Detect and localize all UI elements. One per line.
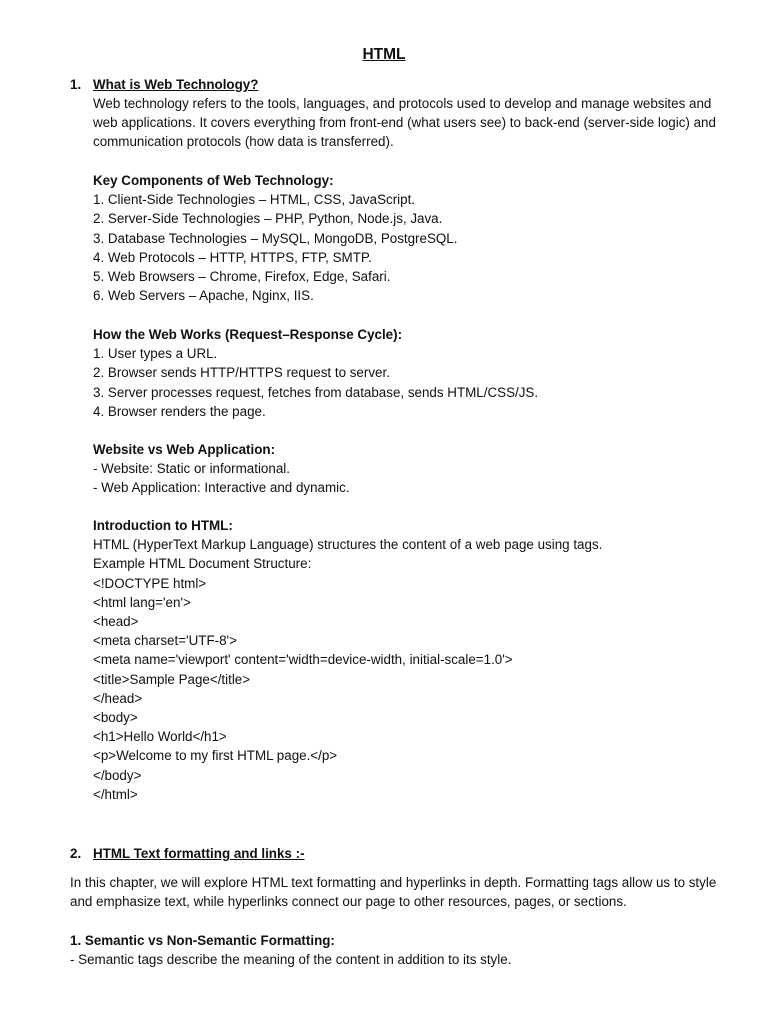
list-item: 4. Web Protocols – HTTP, HTTPS, FTP, SMTP. [93, 249, 372, 265]
section-2-intro-text: In this chapter, we will explore HTML text formatting and hyperlinks in depth. Formatting tags allow us to style and emphasize text, while hyperlinks connect our page to other resources, pages, or sections. [70, 875, 717, 910]
code-line: <p>Welcome to my first HTML page.</p> [93, 748, 338, 764]
list-item: 2. Browser sends HTTP/HTTPS request to server. [93, 365, 390, 381]
semantic-formatting-heading: 1. Semantic vs Non-Semantic Formatting: [70, 933, 335, 948]
list-item: 1. User types a URL. [93, 346, 218, 362]
section-1-intro [93, 94, 728, 152]
page-title: HTML [362, 46, 406, 63]
code-line: <meta charset='UTF-8'> [93, 633, 237, 649]
code-line: <head> [93, 614, 139, 630]
list-item: 4. Browser renders the page. [93, 403, 266, 419]
list-item: 2. Server-Side Technologies – PHP, Python, Node.js, Java. [93, 211, 443, 227]
list-item: 3. Server processes request, fetches from database, sends HTML/CSS/JS. [93, 384, 539, 400]
code-line: </html> [93, 786, 138, 802]
code-line: <meta name='viewport' content='width=device-width, initial-scale=1.0'> [93, 652, 513, 668]
website-vs-app-heading: Website vs Web Application: [93, 442, 276, 457]
intro-html-desc: HTML (HyperText Markup Language) structures the content of a web page using tags. [93, 537, 603, 553]
section-1-number: 1. [70, 77, 82, 92]
key-components-block [93, 171, 728, 305]
list-item: - Website: Static or informational. [93, 461, 290, 477]
code-line: <h1>Hello World</h1> [93, 729, 227, 745]
list-item: - Web Application: Interactive and dynamic. [93, 480, 350, 496]
key-components-heading: Key Components of Web Technology: [93, 173, 334, 188]
section-2-intro [70, 873, 728, 911]
code-line: <html lang='en'> [93, 594, 191, 610]
list-item: - Semantic tags describe the meaning of the content in addition to its style. [70, 952, 512, 968]
code-line: </head> [93, 690, 143, 706]
how-web-works-heading: How the Web Works (Request–Response Cycle): [93, 327, 403, 342]
section-2-number: 2. [70, 846, 82, 861]
list-item: 6. Web Servers – Apache, Nginx, IIS. [93, 288, 314, 304]
code-line: <!DOCTYPE html> [93, 575, 207, 591]
section-1-heading [70, 75, 258, 94]
code-line: <body> [93, 710, 138, 726]
list-item: 3. Database Technologies – MySQL, MongoDB, PostgreSQL. [93, 230, 458, 246]
section-1-title: What is Web Technology? [93, 77, 259, 92]
section-2-heading [70, 844, 305, 863]
code-line: </body> [93, 767, 142, 783]
section-1-intro-text: Web technology refers to the tools, languages, and protocols used to develop and manage websites and web applications. It covers everything from front-end (what users see) to back-end (server-side logic) and communication protocols (how data is transferred). [93, 96, 716, 150]
intro-html-heading: Introduction to HTML: [93, 518, 233, 533]
code-line: <title>Sample Page</title> [93, 671, 251, 687]
semantic-formatting-block [70, 931, 728, 969]
list-item: 5. Web Browsers – Chrome, Firefox, Edge, Safari. [93, 269, 391, 285]
example-label: Example HTML Document Structure: [93, 556, 312, 572]
section-2-title: HTML Text formatting and links :- [93, 846, 305, 861]
website-vs-app-block [93, 440, 728, 498]
how-web-works-block [93, 325, 728, 421]
list-item: 1. Client-Side Technologies – HTML, CSS, JavaScript. [93, 192, 416, 208]
intro-html-block [93, 516, 728, 804]
